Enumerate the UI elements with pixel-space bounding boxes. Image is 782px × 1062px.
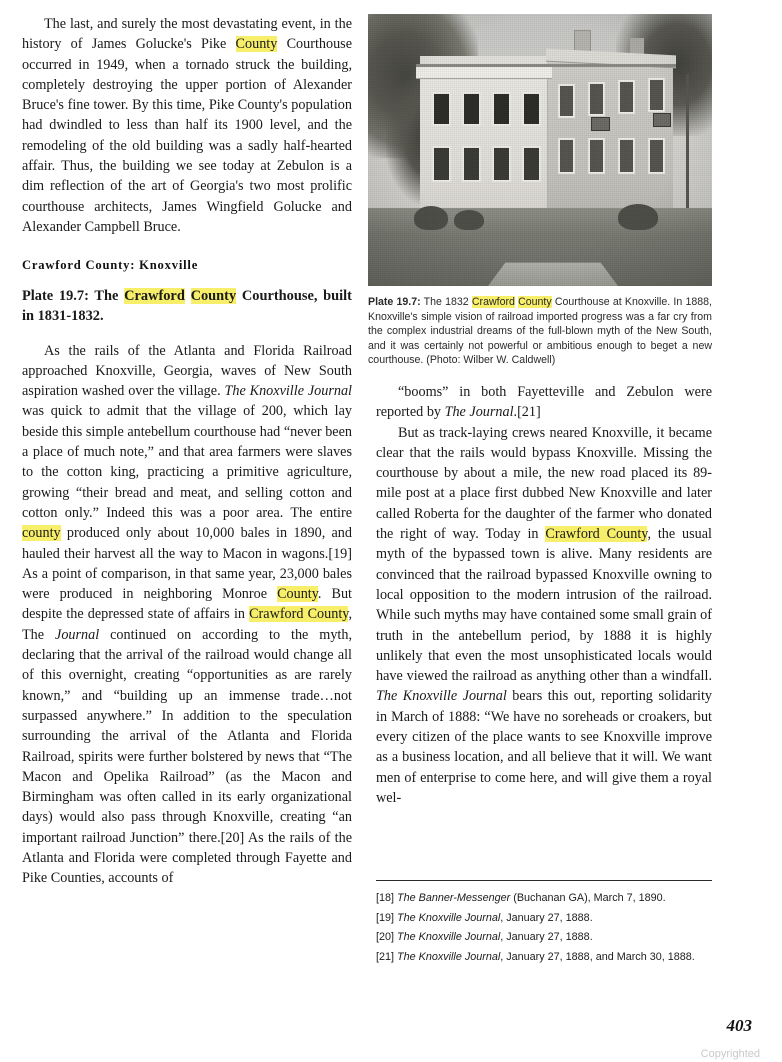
footnote-source-title: The Knoxville Journal — [397, 950, 501, 963]
footnote-marker: [21] — [376, 950, 395, 963]
body-text-1: As the rails of the Atlanta and Florida Railroad approached Knoxville, Georgia, waves of New South aspiration washed over the village. — [22, 342, 352, 400]
photo-window — [590, 84, 603, 114]
right-text-2: But as track-laying crews neared Knoxville, it became clear that the rails would bypass Knoxville. Missing the courthouse by about a mile, the new road placed its 89-mile post at a place first dubbed New Knoxville and later called Roberta for the daughter of the farmer who donated the right of way. Today in — [376, 424, 712, 543]
section-heading-county: Crawford County — [22, 258, 131, 273]
highlight-crawford-2: Crawford — [471, 296, 515, 308]
plate-title-tail: Courthouse, built in 1831-1832. — [22, 287, 352, 325]
journal-title-italic-3: The Journal — [444, 404, 514, 421]
footnote-item — [376, 910, 712, 927]
photo-window — [620, 140, 633, 172]
footnote-source-title: The Knoxville Journal — [397, 931, 501, 944]
body-text-6: continued on according to the myth, declaring that the arrival of the railroad would change all of this overnight, creating “opportunities as are rarely known,” and “building up an immense trade…not surpassed anywhere.” In addition to the speculation surrounding the arrival of the Atlanta and Florida Railroad, spirits were further bolstered by news that “The Macon and Opelika Railroad” (as the Macon and Birmingham was often called in its early organizational days) would also pass through Knoxville, creating “an important railroad Junction” there.[20] As the rails of the Atlanta and Florida were completed through Fayette and Pike Counties, accounts of — [22, 626, 352, 887]
footnote-detail: , January 27, 1888, and March 30, 1888. — [500, 950, 695, 963]
photo-window — [494, 94, 509, 124]
plate-title-line — [22, 286, 352, 327]
photo-caption-label: Plate 19.7: — [368, 296, 421, 308]
photo-air-conditioner — [592, 118, 609, 130]
highlight-crawford-1: Crawford — [124, 287, 185, 304]
paragraph-knoxville-rails — [22, 341, 352, 889]
right-text-3: , the usual myth of the bypassed town is alive. Many residents are convinced that the railroad bypassed Knoxville owning to local opposition to the modern intrusion of the railroad. While such myths may have contained some small grain of truth in the antebellum period, by 1888 it is highly unlikely that even the most unsophisticated locals would have viewed the railroad as anything other than a windfall. — [376, 526, 713, 685]
footnote-detail: (Buchanan GA), March 7, 1890. — [510, 892, 666, 904]
photo-shrub — [454, 210, 484, 230]
photo-window — [620, 82, 633, 112]
photo-shrub — [618, 204, 658, 230]
photo-cornice-front — [416, 66, 552, 78]
photo-window — [560, 140, 573, 172]
photo-window — [650, 140, 663, 172]
section-heading-city: : Knoxville — [130, 258, 199, 273]
photo-shrub — [414, 206, 448, 230]
paragraph-bypass — [376, 423, 712, 809]
photo-window — [590, 140, 603, 172]
highlight-county-4: County — [277, 586, 318, 603]
photo-window — [650, 80, 663, 110]
photo-utility-pole — [686, 74, 689, 224]
body-text-4: . But despite the depressed state of affairs in — [22, 586, 353, 623]
photo-air-conditioner — [654, 114, 670, 126]
section-heading-crawford-county — [22, 255, 352, 275]
footnotes-block — [376, 880, 712, 968]
footnote-item — [376, 890, 712, 907]
photo-window — [464, 94, 479, 124]
highlight-county-3: county — [22, 525, 61, 542]
footnote-item — [376, 929, 712, 946]
paragraph-pike-county — [22, 14, 352, 237]
copyright-watermark: Copyrighted — [700, 1048, 760, 1060]
footnote-source-title: The Knoxville Journal — [397, 911, 501, 924]
journal-title-italic-2: Journal — [55, 626, 100, 643]
footnote-marker: [19] — [376, 911, 395, 924]
journal-title-italic-4: The Knoxville Journal — [376, 688, 507, 705]
highlight-crawford-county-2: Crawford County — [545, 526, 648, 543]
photo-window — [434, 148, 449, 180]
plate-label: Plate 19.7: The — [22, 287, 125, 304]
photo-window — [434, 94, 449, 124]
body-text-3: produced only about 10,000 bales in 1890, and hauled their harvest all the way to Macon in wagons.[19] As a point of comparison, in that same year, 23,000 bales were produced in neighboring Monroe — [22, 525, 352, 603]
body-text-2: was quick to admit that the village of 200, which lay beside this simple antebellum courthouse had “never been a place of much note,” and that area farmers were slaves to the cotton king, practicing a primitive agriculture, growing “their bread and meat, and selling cotton and cotton only.” Indeed this was a poor area. The entire — [22, 403, 352, 521]
body-text-5: , The — [22, 606, 352, 643]
paragraph-booms — [376, 382, 712, 423]
courthouse-photograph — [368, 14, 712, 286]
highlight-county-5: County — [518, 296, 552, 308]
footnote-detail: , January 27, 1888. — [500, 911, 593, 924]
photo-caption-text-1: The 1832 — [420, 296, 472, 308]
highlight-county-1: County — [235, 36, 278, 53]
plate-spacer — [185, 288, 191, 304]
photo-window — [494, 148, 509, 180]
footnote-source-title: The Banner-Messenger — [397, 892, 511, 904]
right-text-1: “booms” in both Fayetteville and Zebulon were reported by — [376, 384, 712, 421]
highlight-crawford-county-1: Crawford County — [249, 606, 349, 623]
footnote-marker: [18] — [376, 892, 395, 904]
footnote-item — [376, 949, 712, 966]
photo-building-front-wall — [420, 70, 548, 220]
photo-walkway — [488, 263, 618, 286]
highlight-county-2: County — [190, 287, 237, 304]
page-number: 403 — [726, 1016, 752, 1035]
paragraph-text-lead: The last, and surely the most devastating event, in the history of James Golucke's Pike — [22, 16, 352, 53]
footnote-marker: [20] — [376, 931, 395, 944]
journal-title-italic-1: The Knoxville Journal — [224, 383, 352, 400]
photo-window — [524, 94, 539, 124]
paragraph-text-rest: Courthouse occurred in 1949, when a tornado struck the building, completely destroying the upper portion of Alexander Bruce's fine tower. By this time, Pike County's population had dwindled to less than half its 1900 level, and the remodeling of the old building was a sadly half-hearted affair. Thus, the building we see today at Zebulon is a dim reflection of the art of Georgia's two most prolific courthouse architects, James Wingfield Golucke and Alexander Campbell Bruce. — [22, 36, 352, 235]
footnote-detail: , January 27, 1888. — [500, 931, 593, 944]
right-text-4: bears this out, reporting solidarity in March of 1888: “We have no soreheads or croakers, but every citizen of the place wants to see Knoxville improve as a business location, and all believe that it will. We want men of enterprise to come here, and will give them a royal wel- — [376, 688, 712, 806]
photo-window — [524, 148, 539, 180]
right-column — [376, 382, 712, 808]
plate-figure — [368, 14, 712, 368]
photo-window — [560, 86, 573, 116]
photo-window — [464, 148, 479, 180]
photo-caption — [368, 295, 712, 368]
left-column — [22, 14, 352, 889]
right-text-1-rest: .[21] — [513, 404, 541, 421]
photo-roofline — [416, 64, 676, 67]
photo-caption-text-2: Courthouse at Knoxville. In 1888, Knoxville's simple vision of railroad imported progress was a far cry from the complex industrial dreams of the full-blown myth of the New South, and it was certainly not powerful or ambitious enough to beget a new courthouse. (Photo: Wilber W. Caldwell) — [368, 296, 712, 367]
